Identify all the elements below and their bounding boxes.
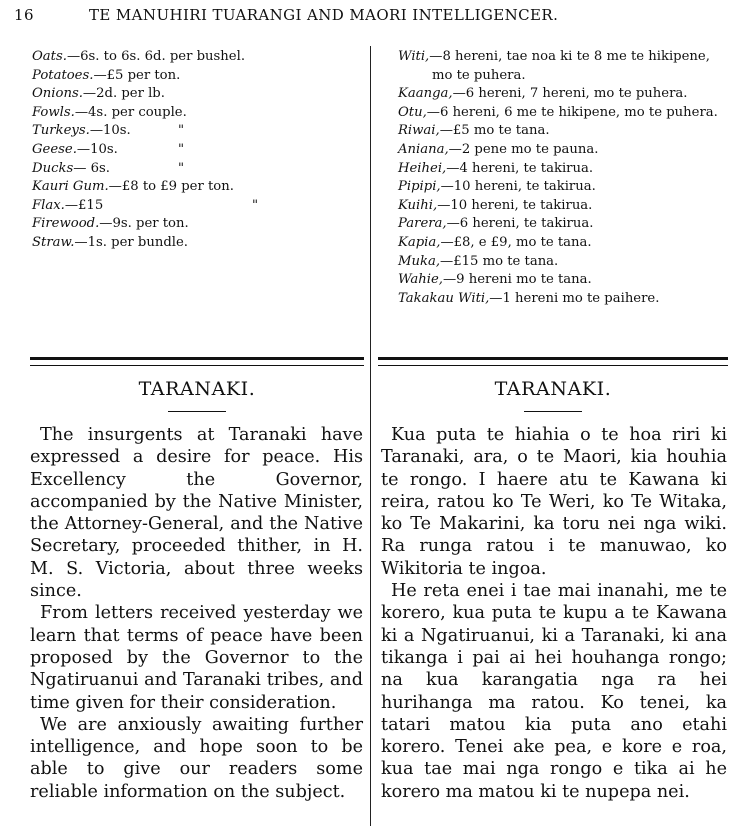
price-row: Riwai,—£5 mo te tana.: [398, 123, 550, 139]
page-header: [14, 6, 724, 30]
price-row: Turkeys.—10s. ": [32, 122, 362, 141]
price-row: Parera,—6 hereni, te takirua.: [398, 216, 594, 232]
price-row: Wahie,—9 hereni mo te tana.: [398, 272, 592, 288]
price-row: Otu,—6 hereni, 6 me te hikipene, mo te puhera.: [398, 104, 718, 120]
ditto-mark: ": [178, 160, 185, 176]
price-row: Potatoes.—£5 per ton.: [32, 67, 181, 83]
price-row: Straw.—1s. per bundle.: [32, 234, 188, 250]
price-row: Flax.—£15 ": [32, 197, 362, 216]
article-body-english: [30, 424, 363, 803]
price-row: Geese.—10s. ": [32, 141, 362, 160]
price-row: Kauri Gum.—£8 to £9 per ton.: [32, 179, 234, 195]
page-number: 16: [14, 6, 34, 24]
paragraph: Kua puta te hiahia o te hoa riri ki Taranaki, ara, o te Maori, kia houhia te rongo. I haere atu te Kawana ki reira, ratou ko Te Weri, ko Te Witaka, ko Te Makarini, ka toru nei nga wiki. Ra runga ratou i te manuwao, ko Wikitoria te ingoa.: [381, 425, 727, 579]
column-divider: [370, 46, 371, 826]
price-row: Kuihi,—10 hereni, te takirua.: [398, 197, 593, 213]
price-row: Witi,—8 hereni, tae noa ki te 8 me te hikipene, mo te puhera.: [398, 49, 710, 83]
section-divider-left: [30, 357, 364, 366]
english-price-list: [32, 48, 362, 253]
title-underline: [168, 411, 226, 412]
maori-price-list: [398, 48, 726, 308]
price-row: Muka,—£15 mo te tana.: [398, 253, 559, 269]
price-row: Aniana,—2 pene mo te pauna.: [398, 141, 599, 157]
price-row: Heihei,—4 hereni, te takirua.: [398, 160, 594, 176]
article-title-maori: TARANAKI.: [494, 378, 612, 400]
paragraph: The insurgents at Taranaki have expressed a desire for peace. His Excellency the Governor, accompanied by the Native Minister, the Attorney-General, and the Native Secretary, proceeded thither, in H. M. S. Victoria, about three weeks since.: [30, 425, 363, 602]
price-row: Oats.—6s. to 6s. 6d. per bushel.: [32, 49, 246, 64]
article-body-maori: [381, 424, 727, 803]
paragraph: We are anxiously awaiting further intelligence, and hope soon to be able to give our readers some reliable information on the subject.: [30, 714, 363, 802]
price-row: Pipipi,—10 hereni, te takirua.: [398, 179, 596, 195]
article-title-english: TARANAKI.: [138, 378, 256, 400]
ditto-mark: ": [178, 141, 185, 157]
price-row: Kaanga,—6 hereni, 7 hereni, mo te puhera.: [398, 86, 688, 102]
masthead-title: TE MANUHIRI TUARANGI AND MAORI INTELLIGENCER.: [89, 6, 559, 24]
price-row: Fowls.—4s. per couple.: [32, 104, 187, 120]
price-row: Kapia,—£8, e £9, mo te tana.: [398, 234, 592, 250]
price-row: Firewood.—9s. per ton.: [32, 216, 189, 232]
price-row: Onions.—2d. per lb.: [32, 86, 165, 102]
ditto-mark: ": [178, 123, 185, 139]
paragraph: He reta enei i tae mai inanahi, me te korero, kua puta te kupu a te Kawana ki a Ngatiruanui, ki a Taranaki, ki ana tikanga i pai ai hei houhanga rongo; na kua karangatia nga ra hei hurihanga ma ratou. Ko tenei, ka tatari matou kia puta ano etahi korero. Tenei ake pea, e kore e roa, kua tae mai nga rongo e tika ai he korero ma matou ki te nupepa nei.: [381, 581, 727, 802]
title-underline: [524, 411, 582, 412]
price-row: Takakau Witi,—1 hereni mo te paihere.: [398, 290, 660, 306]
ditto-mark: ": [252, 197, 259, 213]
paragraph: From letters received yesterday we learn that terms of peace have been proposed by the Governor to the Ngatiruanui and Taranaki tribes, and time given for their consideration.: [30, 603, 363, 713]
price-row: Ducks— 6s. ": [32, 160, 362, 179]
section-divider-right: [378, 357, 728, 366]
